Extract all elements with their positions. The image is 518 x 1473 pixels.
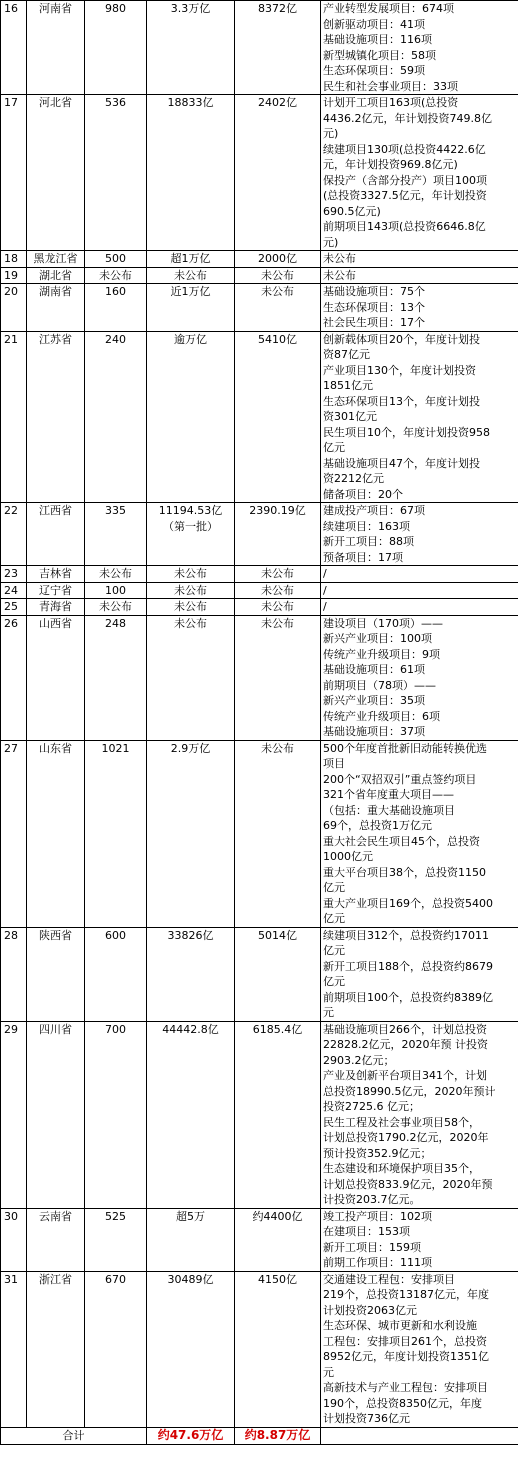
detail-line: 计投资203.7亿元。 — [323, 1193, 421, 1206]
detail-line: 民生工程及社会事业项目58个， — [323, 1115, 480, 1129]
investment-line: 未公布 — [174, 616, 207, 630]
detail-line: 工程包：安排项目261个，总投资 — [323, 1334, 487, 1348]
project-count-cell: 240 — [85, 331, 147, 503]
project-details-cell — [321, 503, 518, 566]
detail-line: 民生和社会事业项目：33项 — [323, 79, 458, 93]
annual-investment-cell: 未公布 — [235, 615, 321, 740]
total-investment-cell — [147, 740, 235, 927]
detail-line: 重大平台项目38个，总投资1150 — [323, 865, 486, 879]
annual-investment-cell: 5410亿 — [235, 331, 321, 503]
detail-line: （包括：重大基础设施项目 — [323, 803, 455, 817]
detail-line: 传统产业升级项目：6项 — [323, 709, 440, 723]
province-cell: 浙江省 — [27, 1271, 85, 1427]
project-count-cell: 未公布 — [85, 599, 147, 616]
detail-line: 前期工作项目：111项 — [323, 1256, 432, 1269]
total-investment-cell — [147, 1271, 235, 1427]
detail-line: 预计投资352.9亿元； — [323, 1146, 432, 1160]
detail-line: 新兴产业项目：35项 — [323, 694, 425, 707]
detail-line: 219个，总投资13187亿元，年度 — [323, 1288, 489, 1301]
total-details-empty — [321, 1427, 518, 1444]
table-row — [1, 740, 518, 927]
province-cell: 山西省 — [27, 615, 85, 740]
detail-line: 元) — [323, 235, 339, 249]
detail-line: 高新技术与产业工程包：安排项目 — [323, 1381, 488, 1394]
province-cell: 河北省 — [27, 95, 85, 251]
province-cell: 江西省 — [27, 503, 85, 566]
detail-line: 社会民生项目：17个 — [323, 316, 425, 329]
annual-investment-cell: 未公布 — [235, 267, 321, 284]
detail-line: 生态环保、城市更新和水利设施 — [323, 1319, 477, 1332]
province-cell: 陕西省 — [27, 927, 85, 1021]
table-row — [1, 284, 518, 332]
detail-line: 创新驱动项目：41项 — [323, 17, 425, 31]
project-count-cell: 536 — [85, 95, 147, 251]
detail-line: 在建项目：153项 — [323, 1225, 410, 1238]
row-number-cell: 28 — [1, 927, 27, 1021]
detail-line: 生态环保项目：13个 — [323, 300, 425, 314]
total-row — [1, 1427, 518, 1444]
investment-line: 超5万 — [176, 1209, 205, 1223]
annual-investment-cell: 未公布 — [235, 599, 321, 616]
project-details-cell — [321, 566, 518, 583]
detail-line: 190个，总投资8350亿元，年度 — [323, 1396, 482, 1410]
detail-line: 计划总投资1790.2亿元，2020年 — [323, 1131, 489, 1144]
table-row — [1, 1271, 518, 1427]
detail-line: 续建项目130项(总投资4422.6亿 — [323, 142, 486, 156]
row-number-cell: 31 — [1, 1271, 27, 1427]
detail-line: 续建项目312个，总投资约17011 — [323, 928, 489, 942]
row-number-cell: 16 — [1, 1, 27, 95]
investment-line: 超1万亿 — [170, 252, 211, 265]
detail-line: 亿元 — [323, 975, 345, 988]
detail-line: 69个，总投资1万亿元 — [323, 819, 432, 832]
table-body — [1, 1, 518, 1428]
total-investment-cell — [147, 599, 235, 616]
detail-line: 8952亿元，年度计划投资1351亿 — [323, 1350, 489, 1363]
annual-investment-cell: 约4400亿 — [235, 1208, 321, 1271]
total-annual: 约8.87万亿 — [235, 1427, 321, 1444]
row-number-cell: 30 — [1, 1208, 27, 1271]
detail-line: 690.5亿元) — [323, 204, 381, 218]
table-row — [1, 566, 518, 583]
project-details-cell — [321, 615, 518, 740]
detail-line: 资2212亿元 — [323, 472, 384, 485]
detail-line: 竣工投产项目：102项 — [323, 1209, 432, 1223]
investment-line: 3.3万亿 — [170, 2, 211, 15]
detail-line: 计划开工项目163项(总投资 — [323, 96, 459, 109]
total-investment-cell — [147, 1208, 235, 1271]
total-investment-cell — [147, 331, 235, 503]
project-details-cell — [321, 740, 518, 927]
investment-line: 逾万亿 — [174, 332, 207, 346]
detail-line: 1851亿元 — [323, 379, 373, 392]
row-number-cell: 23 — [1, 566, 27, 583]
province-cell: 黑龙江省 — [27, 251, 85, 268]
table-row — [1, 331, 518, 503]
detail-line: 亿元 — [323, 881, 345, 894]
detail-line: 生态建设和环境保护项目35个， — [323, 1162, 480, 1175]
investment-line: 未公布 — [174, 600, 207, 613]
annual-investment-cell: 未公布 — [235, 566, 321, 583]
detail-line: 新开工项目：88项 — [323, 535, 414, 548]
detail-line: 预备项目：17项 — [323, 550, 403, 564]
total-investment-cell — [147, 1021, 235, 1208]
detail-line: 保投产（含部分投产）项目100项 — [323, 173, 487, 187]
project-details-cell — [321, 927, 518, 1021]
table-row — [1, 267, 518, 284]
detail-line: 基础设施项目：116项 — [323, 33, 432, 46]
detail-line: 生态环保项目13个，年度计划投 — [323, 394, 480, 408]
investment-line: 近1万亿 — [170, 285, 211, 298]
detail-line: 2903.2亿元； — [323, 1053, 395, 1067]
detail-line: 资301亿元 — [323, 410, 377, 423]
detail-line: 新兴产业项目：100项 — [323, 632, 432, 645]
province-cell: 青海省 — [27, 599, 85, 616]
detail-line: 未公布 — [323, 268, 356, 282]
detail-line: / — [323, 583, 327, 597]
project-count-cell: 335 — [85, 503, 147, 566]
row-number-cell: 27 — [1, 740, 27, 927]
total-investment-cell — [147, 503, 235, 566]
project-count-cell: 248 — [85, 615, 147, 740]
detail-line: 重大社会民生项目45个，总投资 — [323, 834, 480, 848]
detail-line: 4436.2亿元，年计划投资749.8亿 — [323, 111, 492, 125]
project-details-cell — [321, 251, 518, 268]
table-row — [1, 251, 518, 268]
annual-investment-cell: 2000亿 — [235, 251, 321, 268]
project-details-cell — [321, 582, 518, 599]
investment-line: 未公布 — [174, 567, 207, 580]
detail-line: / — [323, 567, 327, 580]
detail-line: 产业转型发展项目：674项 — [323, 2, 454, 15]
detail-line: 项目 — [323, 757, 345, 770]
detail-line: 基础设施项目47个，年度计划投 — [323, 456, 480, 470]
row-number-cell: 17 — [1, 95, 27, 251]
detail-line: / — [323, 600, 327, 613]
investment-line: 44442.8亿 — [162, 1022, 219, 1036]
detail-line: 资87亿元 — [323, 348, 370, 361]
table-row — [1, 615, 518, 740]
total-label: 合计 — [1, 1427, 147, 1444]
detail-line: 创新载体项目20个，年度计划投 — [323, 332, 480, 346]
detail-line: 新开工项目：159项 — [323, 1240, 421, 1254]
detail-line: 亿元 — [323, 441, 345, 454]
table-row — [1, 582, 518, 599]
total-investment-cell — [147, 582, 235, 599]
project-details-cell — [321, 95, 518, 251]
detail-line: 基础设施项目：61项 — [323, 663, 425, 676]
detail-line: 总投资18990.5亿元，2020年预计 — [323, 1084, 496, 1098]
annual-investment-cell: 未公布 — [235, 284, 321, 332]
annual-investment-cell: 8372亿 — [235, 1, 321, 95]
detail-line: 22828.2亿元，2020年预 计投资 — [323, 1038, 488, 1051]
project-count-cell: 500 — [85, 251, 147, 268]
table-row — [1, 599, 518, 616]
detail-line: 续建项目：163项 — [323, 519, 410, 533]
project-count-cell: 980 — [85, 1, 147, 95]
detail-line: 民生项目10个，年度计划投资958 — [323, 425, 490, 439]
detail-line: 321个省年度重大项目—— — [323, 788, 454, 801]
detail-line: 新型城镇化项目：58项 — [323, 48, 436, 62]
row-number-cell: 20 — [1, 284, 27, 332]
detail-line: 产业项目130个，年度计划投资 — [323, 363, 476, 377]
row-number-cell: 29 — [1, 1021, 27, 1208]
detail-line: (总投资3327.5亿元，年计划投资 — [323, 189, 487, 202]
project-details-cell — [321, 1271, 518, 1427]
province-cell: 山东省 — [27, 740, 85, 927]
annual-investment-cell: 5014亿 — [235, 927, 321, 1021]
row-number-cell: 26 — [1, 615, 27, 740]
detail-line: 元 — [323, 1365, 334, 1379]
province-cell: 湖北省 — [27, 267, 85, 284]
investment-line: 18833亿 — [167, 96, 214, 109]
investment-line: 未公布 — [174, 583, 207, 597]
annual-investment-cell: 未公布 — [235, 740, 321, 927]
province-cell: 辽宁省 — [27, 582, 85, 599]
province-cell: 云南省 — [27, 1208, 85, 1271]
total-investment: 约47.6万亿 — [147, 1427, 235, 1444]
table-row — [1, 1, 518, 95]
table-row — [1, 503, 518, 566]
detail-line: 500个年度首批新旧动能转换优选 — [323, 741, 487, 755]
detail-line: 投资2725.6 亿元； — [323, 1100, 420, 1113]
project-count-cell: 525 — [85, 1208, 147, 1271]
province-cell: 江苏省 — [27, 331, 85, 503]
detail-line: 建成投产项目：67项 — [323, 504, 425, 517]
table-row — [1, 927, 518, 1021]
total-investment-cell — [147, 927, 235, 1021]
detail-line: 元，年计划投资969.8亿元) — [323, 158, 458, 171]
detail-line: 200个“双招双引”重点签约项目 — [323, 772, 477, 786]
project-details-cell — [321, 331, 518, 503]
investment-line: 11194.53亿 — [158, 504, 223, 517]
project-count-cell: 700 — [85, 1021, 147, 1208]
total-investment-cell — [147, 251, 235, 268]
detail-line: 重大产业项目169个，总投资5400 — [323, 896, 493, 910]
investment-line: （第一批） — [163, 519, 218, 533]
row-number-cell: 22 — [1, 503, 27, 566]
detail-line: 前期项目100个，总投资约8389亿 — [323, 990, 493, 1004]
annual-investment-cell: 2402亿 — [235, 95, 321, 251]
annual-investment-cell: 6185.4亿 — [235, 1021, 321, 1208]
detail-line: 基础设施项目266个，计划总投资 — [323, 1022, 487, 1036]
project-details-cell — [321, 1208, 518, 1271]
table-row — [1, 1208, 518, 1271]
detail-line: 计划投资2063亿元 — [323, 1303, 417, 1317]
project-details-cell — [321, 1021, 518, 1208]
detail-line: 建设项目（170项）—— — [323, 616, 443, 630]
detail-line: 储备项目：20个 — [323, 487, 403, 501]
detail-line: 计划投资736亿元 — [323, 1412, 410, 1425]
detail-line: 交通建设工程包：安排项目 — [323, 1272, 455, 1286]
province-cell: 湖南省 — [27, 284, 85, 332]
project-count-cell: 160 — [85, 284, 147, 332]
project-count-cell: 100 — [85, 582, 147, 599]
investment-line: 2.9万亿 — [170, 741, 211, 755]
detail-line: 亿元 — [323, 944, 345, 957]
row-number-cell: 21 — [1, 331, 27, 503]
detail-line: 前期项目（78项）—— — [323, 678, 436, 692]
investment-line: 未公布 — [174, 268, 207, 282]
project-count-cell: 670 — [85, 1271, 147, 1427]
project-details-cell — [321, 1, 518, 95]
row-number-cell: 25 — [1, 599, 27, 616]
detail-line: 新开工项目188个，总投资约8679 — [323, 959, 493, 973]
project-details-cell — [321, 284, 518, 332]
detail-line: 传统产业升级项目：9项 — [323, 647, 440, 661]
row-number-cell: 24 — [1, 582, 27, 599]
total-investment-cell — [147, 284, 235, 332]
total-investment-cell — [147, 95, 235, 251]
project-details-cell — [321, 267, 518, 284]
detail-line: 1000亿元 — [323, 850, 373, 863]
detail-line: 亿元 — [323, 912, 345, 925]
detail-line: 生态环保项目：59项 — [323, 64, 425, 77]
province-cell: 吉林省 — [27, 566, 85, 583]
row-number-cell: 19 — [1, 267, 27, 284]
table-row — [1, 1021, 518, 1208]
total-investment-cell — [147, 1, 235, 95]
project-count-cell: 600 — [85, 927, 147, 1021]
detail-line: 基础设施项目：75个 — [323, 285, 425, 298]
row-number-cell: 18 — [1, 251, 27, 268]
project-details-cell — [321, 599, 518, 616]
detail-line: 元 — [323, 1006, 334, 1019]
project-count-cell: 1021 — [85, 740, 147, 927]
annual-investment-cell: 未公布 — [235, 582, 321, 599]
table-row — [1, 95, 518, 251]
annual-investment-cell: 2390.19亿 — [235, 503, 321, 566]
total-investment-cell — [147, 566, 235, 583]
detail-line: 前期项目143项(总投资6646.8亿 — [323, 220, 486, 233]
detail-line: 计划总投资833.9亿元，2020年预 — [323, 1177, 493, 1191]
detail-line: 产业及创新平台项目341个，计划 — [323, 1069, 487, 1082]
investment-line: 30489亿 — [167, 1272, 214, 1286]
detail-line: 未公布 — [323, 252, 356, 265]
province-cell: 河南省 — [27, 1, 85, 95]
province-cell: 四川省 — [27, 1021, 85, 1208]
annual-investment-cell: 4150亿 — [235, 1271, 321, 1427]
project-count-cell: 未公布 — [85, 566, 147, 583]
investment-line: 33826亿 — [167, 928, 214, 942]
detail-line: 基础设施项目：37项 — [323, 725, 425, 738]
total-investment-cell — [147, 267, 235, 284]
total-investment-cell — [147, 615, 235, 740]
detail-line: 元) — [323, 127, 339, 140]
project-count-cell: 未公布 — [85, 267, 147, 284]
